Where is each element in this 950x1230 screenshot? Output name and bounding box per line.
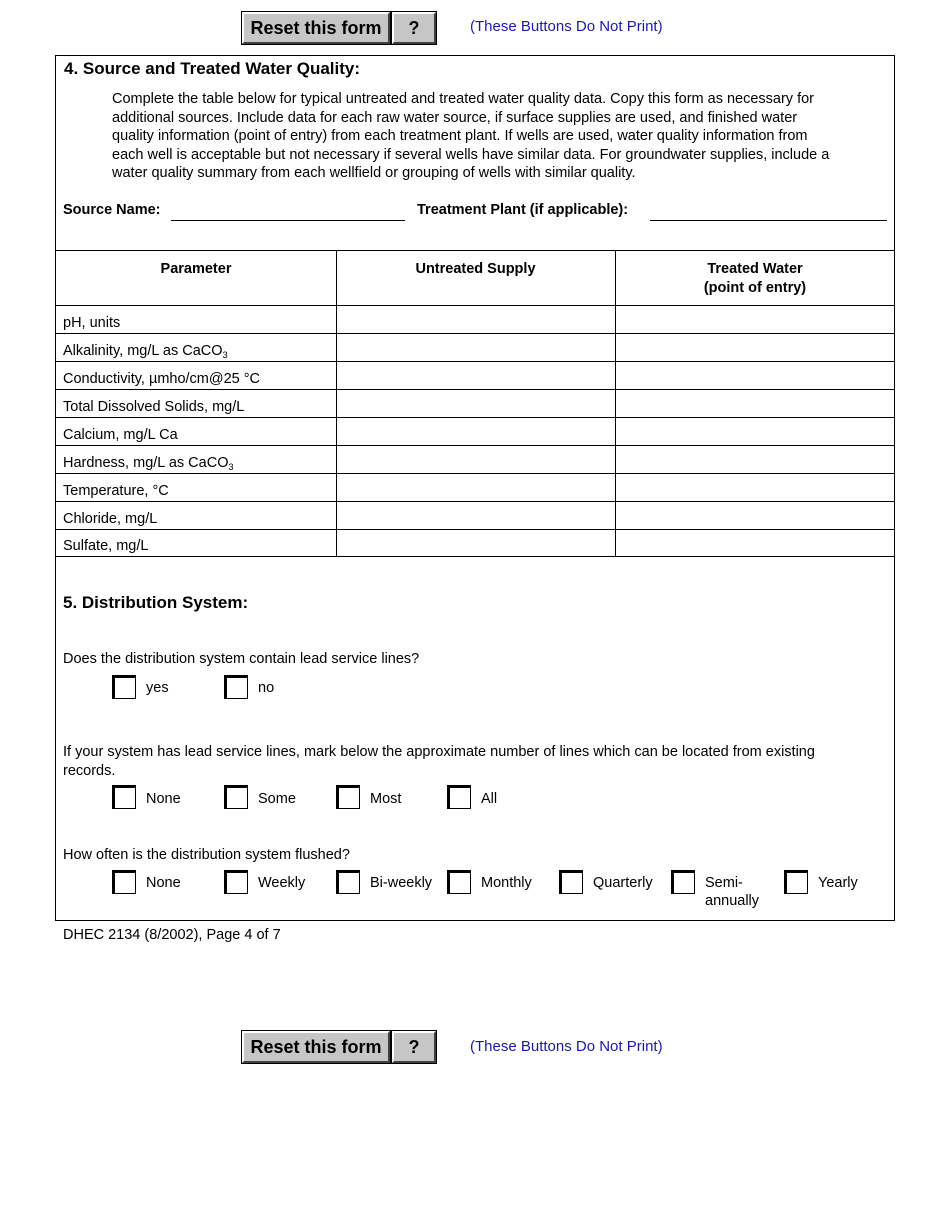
option-label: Yearly [818,875,858,891]
param-cell: Alkalinity, mg/L as CaCO$_3$ [63,343,228,360]
header-untreated: Untreated Supply [415,261,536,277]
option-label: Quarterly [593,875,653,891]
treatment-plant-field[interactable] [650,220,887,221]
option-label: Bi-weekly [370,875,433,891]
checkbox-yes[interactable] [112,675,136,699]
row-divider [56,417,895,418]
checkbox-flush-quarterly[interactable] [559,870,583,894]
row-divider [56,501,895,502]
param-cell: Sulfate, mg/L [63,538,149,554]
checkbox-none[interactable] [112,785,136,809]
param-cell: pH, units [63,315,121,331]
header-treated: Treated Water [707,261,803,277]
top-button-bar [242,12,436,44]
row-divider [56,529,895,530]
param-cell: Chloride, mg/L [63,511,158,527]
treatment-plant-label: Treatment Plant (if applicable): [417,202,629,218]
table-top-border [56,250,895,251]
form-footer: DHEC 2134 (8/2002), Page 4 of 7 [63,927,281,943]
checkbox-flush-weekly[interactable] [224,870,248,894]
option-label: Weekly [258,875,306,891]
param-cell: Total Dissolved Solids, mg/L [63,399,245,415]
checkbox-some[interactable] [224,785,248,809]
checkbox-most[interactable] [336,785,360,809]
section5-heading: 5. Distribution System: [63,593,249,612]
column-divider [336,250,337,556]
row-divider [56,473,895,474]
header-parameter: Parameter [160,261,232,277]
checkbox-flush-biweekly[interactable] [336,870,360,894]
checkbox-all[interactable] [447,785,471,809]
param-cell: Temperature, °C [63,483,169,499]
checkbox-flush-semiannually[interactable] [671,870,695,894]
row-divider [56,389,895,390]
table-header-border [56,305,895,306]
param-cell: Conductivity, µmho/cm@25 °C [63,371,261,387]
checkbox-flush-monthly[interactable] [447,870,471,894]
source-name-field[interactable] [171,220,405,221]
question-lead-records: If your system has lead service lines, mark below the approximate number of lines which can be located from existing records. [63,744,815,779]
bottom-button-bar [242,1031,436,1063]
reset-form-button[interactable]: Reset this form [242,12,390,44]
option-label: Monthly [481,875,532,891]
option-label: None [146,875,181,891]
param-cell: Calcium, mg/L Ca [63,427,178,443]
checkbox-flush-none[interactable] [112,870,136,894]
option-label: Semi-annually [705,875,760,909]
option-label: All [481,791,498,807]
question-lead-lines: Does the distribution system contain lead service lines? [63,651,420,667]
checkbox-flush-yearly[interactable] [784,870,808,894]
header-treated-sub: (point of entry) [703,280,807,296]
no-print-note: (These Buttons Do Not Print) [470,18,663,35]
source-name-label: Source Name: [63,202,161,218]
question-flushing: How often is the distribution system flushed? [63,847,350,863]
section4-heading: 4. Source and Treated Water Quality: [64,59,361,78]
table-bottom-border [56,556,895,557]
row-divider [56,361,895,362]
reset-form-button[interactable]: Reset this form [242,1031,390,1063]
option-label: None [146,791,181,807]
no-print-note: (These Buttons Do Not Print) [470,1038,663,1055]
option-label: Some [258,791,296,807]
checkbox-no[interactable] [224,675,248,699]
option-label: no [258,680,275,696]
help-button[interactable]: ? [392,12,436,44]
form-box [55,55,895,921]
option-label: Most [370,791,402,807]
row-divider [56,445,895,446]
row-divider [56,333,895,334]
help-button[interactable]: ? [392,1031,436,1063]
param-cell: Hardness, mg/L as CaCO$_3$ [63,455,234,472]
option-label: yes [146,680,169,696]
section4-intro: Complete the table below for typical untreated and treated water quality data. Copy this form as necessary for additional sources. Include data for each raw water source, if surface supplies are used, and finished water quality information (point of entry) from each treatment plant. If wells are used, water quality information from each well is acceptable but not necessary if several wells have similar data. For groundwater supplies, include a water quality summary from each wellfield or grouping of wells with similar quality. [112,91,830,181]
